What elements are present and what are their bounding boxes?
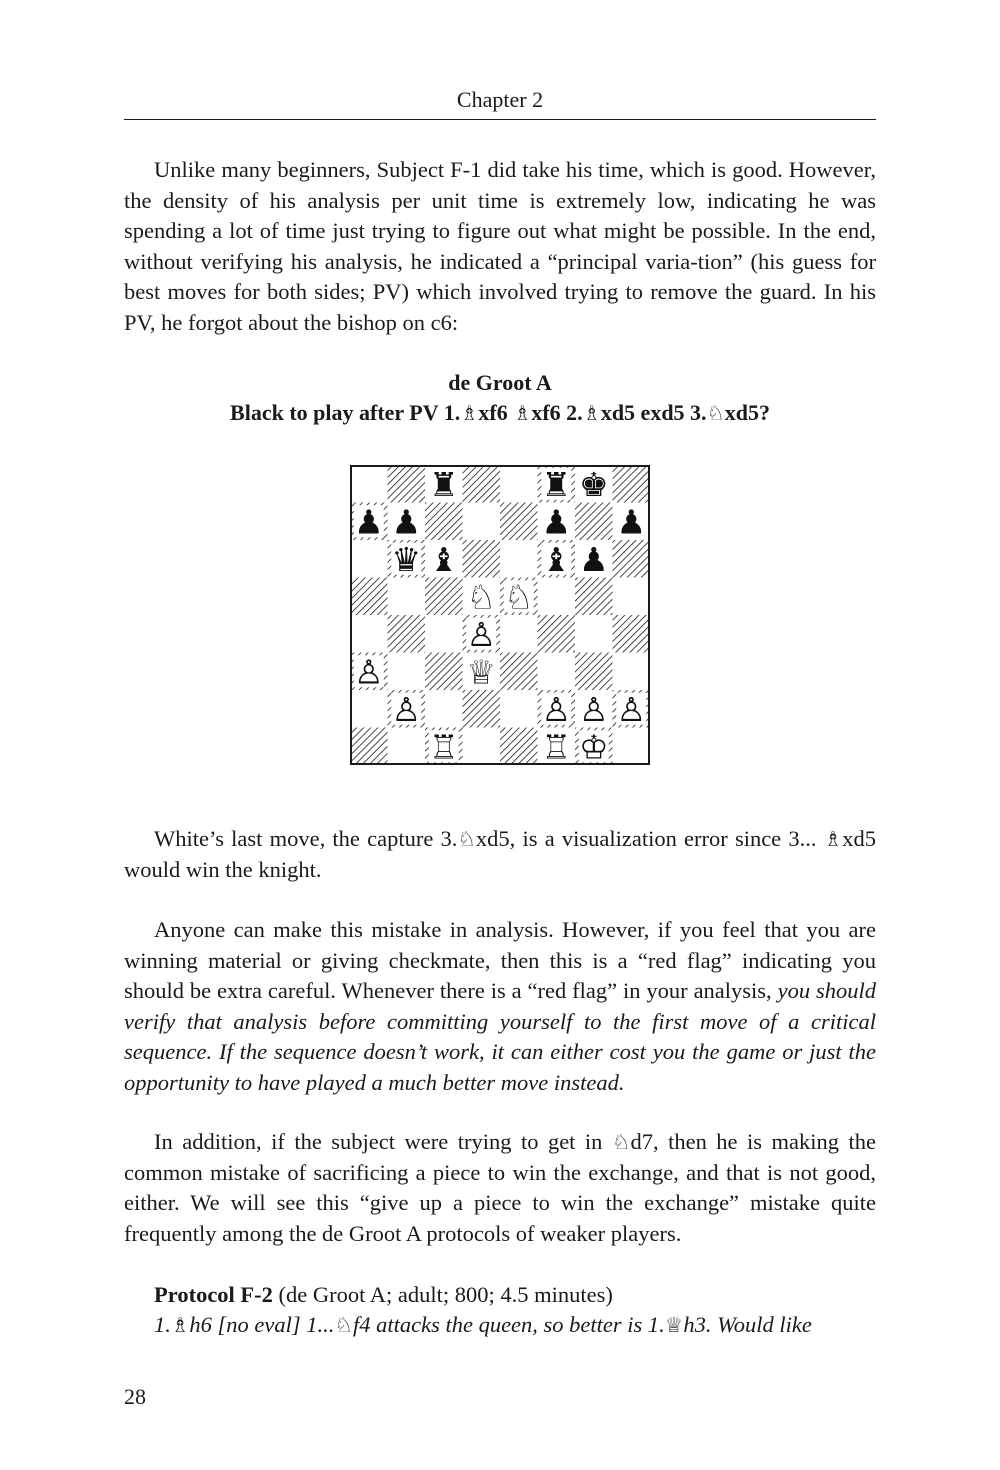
dark-square [350,728,388,766]
chess-piece: ♙ [616,689,647,729]
page-number: 28 [124,1384,146,1409]
dark-square [463,540,501,578]
light-square [538,578,576,616]
figure-title: de Groot A [448,370,552,395]
bishop-glyph: ♗ [460,401,479,425]
dark-square [500,503,538,541]
dark-square [463,690,501,728]
light-square [613,578,651,616]
knight-glyph: ♘ [611,1130,631,1154]
bishop-glyph: ♗ [513,401,532,425]
light-square [388,653,426,691]
dark-square [388,615,426,653]
chess-piece: ♙ [353,652,384,692]
chess-piece: ♜ [541,465,572,504]
paragraph-3: Anyone can make this mistake in analysis. However, if you feel that you are winning material or giving checkmate, then this is a “red flag” indicating you should be extra careful. Whenever there is a “red flag” in your analysis, you should verify that analysis before committing yourself to the first move of a critical sequence. If the sequence doesn’t work, it can either cost you the game or just the opportunity to have played a much better move instead. [124,917,876,1095]
bishop-glyph: ♗ [582,401,601,425]
protocol-heading: Protocol F-2 (de Groot A; adult; 800; 4.5 minutes) [154,1282,613,1307]
chess-piece: ♘ [503,577,534,617]
paragraph-1: Unlike many beginners, Subject F-1 did take his time, which is good. However, the density of his analysis per unit time is extremely low, indicating he was spending a lot of time just trying to figure out what might be possible. In the end, without verifying his analysis, he indicated a “principal varia-tion” (his guess for best moves for both sides; PV) which involved trying to remove the guard. In his PV, he forgot about the bishop on c6: [124,157,876,335]
dark-square [425,653,463,691]
light-square [575,615,613,653]
chess-diagram [350,465,650,765]
chess-piece: ♝ [541,539,572,579]
dark-square [463,465,501,503]
dark-square [575,503,613,541]
queen-glyph: ♕ [664,1313,684,1337]
dark-square [500,728,538,766]
light-square [350,615,388,653]
light-square [538,653,576,691]
light-square [500,465,538,503]
chess-piece: ♙ [466,614,497,654]
knight-glyph: ♘ [457,827,476,851]
light-square [613,728,651,766]
chess-piece: ♙ [391,689,422,729]
light-square [425,615,463,653]
dark-square [575,653,613,691]
dark-square [425,503,463,541]
header-rule [124,119,876,120]
light-square [500,690,538,728]
chess-piece: ♖ [428,727,459,765]
dark-square [575,578,613,616]
chess-piece: ♜ [428,465,459,504]
light-square [463,503,501,541]
light-square [425,690,463,728]
knight-glyph: ♘ [334,1313,353,1337]
chess-piece: ♚ [578,465,609,504]
chess-piece: ♛ [391,539,422,579]
chess-piece: ♙ [578,689,609,729]
paragraph-4: In addition, if the subject were trying to get in ♘d7, then he is making the common mistake of sacrificing a piece to win the exchange, and that is not good, either. We will see this “give up a piece to win the exchange” mistake quite frequently among the de Groot A protocols of weaker players. [124,1129,876,1246]
chess-piece: ♟ [541,502,572,542]
dark-square [388,465,426,503]
light-square [500,540,538,578]
light-square [388,728,426,766]
chess-piece: ♝ [428,539,459,579]
chess-piece: ♟ [578,539,609,579]
chess-piece: ♟ [616,502,647,542]
dark-square [500,653,538,691]
bishop-glyph: ♗ [823,827,843,851]
dark-square [350,578,388,616]
light-square [613,653,651,691]
chess-piece: ♙ [541,689,572,729]
knight-glyph: ♘ [706,401,725,425]
protocol-title: Protocol F-2 [154,1282,273,1307]
chess-piece: ♟ [391,502,422,542]
dark-square [425,578,463,616]
light-square [388,578,426,616]
chess-piece: ♔ [578,727,609,765]
protocol-line: 1.♗h6 [no eval] 1...♘f4 attacks the queen, so better is 1.♕h3. Would like [154,1312,812,1337]
bishop-glyph: ♗ [170,1313,190,1337]
figure-caption [124,368,876,428]
chess-piece: ♕ [466,652,497,692]
running-head: Chapter 2 [456,87,544,112]
chess-piece: ♘ [466,577,497,617]
light-square [350,465,388,503]
dark-square [613,465,651,503]
chess-piece: ♟ [353,502,384,542]
dark-square [613,615,651,653]
chess-piece: ♖ [541,727,572,765]
emphasis-text: you should verify that analysis before committing yourself to the first move of a critical sequence. If the sequence doesn’t work, it can either cost you the game or just the opportunity to have played a much better move instead. [124,978,876,1095]
light-square [350,690,388,728]
dark-square [538,615,576,653]
paragraph-2: White’s last move, the capture 3.♘xd5, is a visualization error since 3... ♗xd5 would win the knight. [124,826,876,882]
figure-subtitle: Black to play after PV 1.♗xf6 ♗xf6 2.♗xd5 exd5 3.♘xd5? [230,400,770,425]
light-square [463,728,501,766]
dark-square [613,540,651,578]
light-square [350,540,388,578]
light-square [500,615,538,653]
